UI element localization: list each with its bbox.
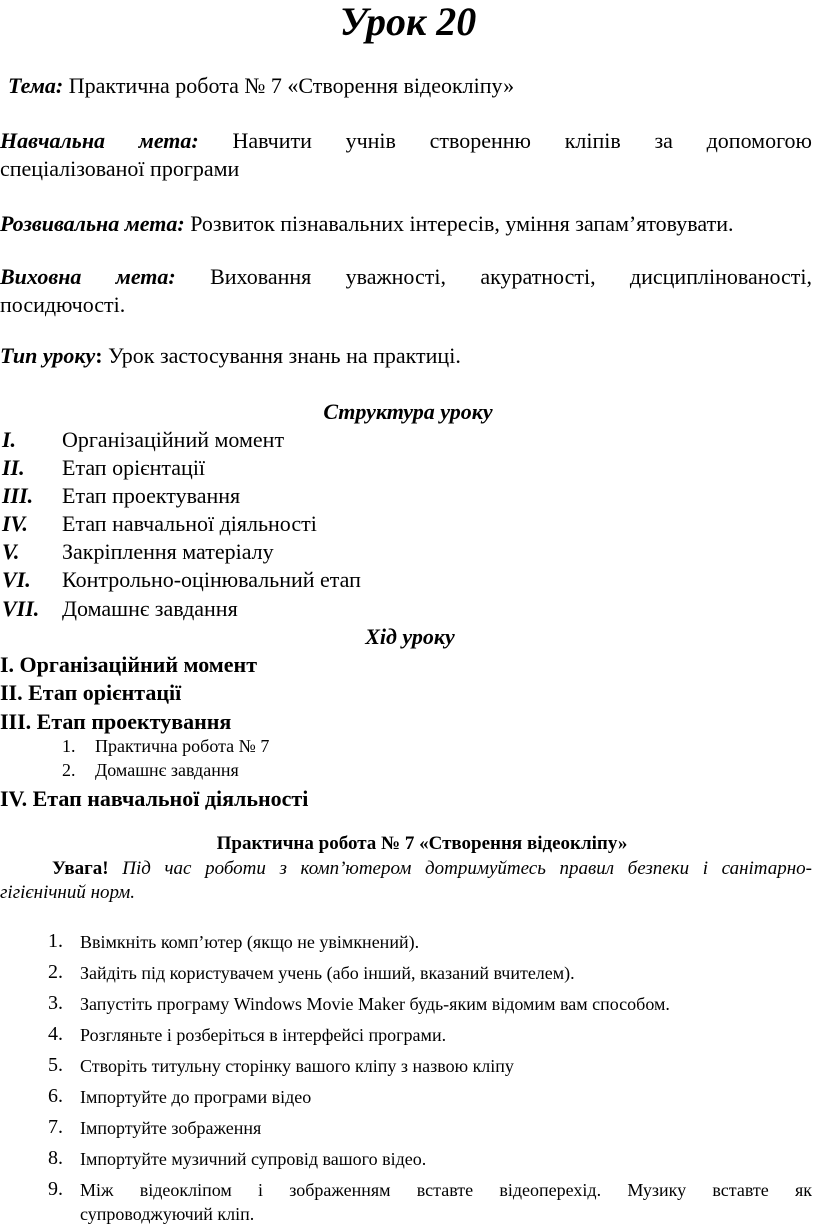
navch-text-1: Навчити учнів створенню кліпів за допомогою <box>232 128 812 153</box>
structure-item: Домашнє завдання <box>62 596 238 621</box>
structure-item: Закріплення матеріалу <box>62 539 274 564</box>
tema-text: Практична робота № 7 «Створення відеокліпу» <box>68 73 515 98</box>
practical-title: Практична робота № 7 «Створення відеокліпу» <box>216 833 628 854</box>
tema-line <box>8 72 514 100</box>
step-number: 3. <box>48 992 63 1014</box>
step-text: Імпортуйте до програми відео <box>80 1087 312 1107</box>
structure-item: Організаційний момент <box>62 427 285 452</box>
sub-item: Практична робота № 7 <box>95 736 270 756</box>
structure-num: VII. <box>2 596 40 621</box>
structure-num: III. <box>2 483 34 508</box>
structure-item: Контрольно-оцінювальний етап <box>62 567 361 592</box>
structure-num: VI. <box>2 567 31 592</box>
step-text: Між відеокліпом і зображенням вставте відеоперехід. Музику вставте як <box>80 1180 812 1200</box>
step-number: 2. <box>48 961 63 983</box>
step-number: 8. <box>48 1147 63 1169</box>
step-number: 7. <box>48 1116 63 1138</box>
step-number: 9. <box>48 1178 63 1200</box>
step-number: 6. <box>48 1085 63 1107</box>
structure-item: Етап проектування <box>62 483 241 508</box>
step-text: Імпортуйте зображення <box>80 1118 262 1138</box>
structure-heading: Структура уроку <box>323 399 493 424</box>
rozv-text: Розвиток пізнавальних інтересів, уміння запам’ятовувати. <box>190 211 734 236</box>
rozv-label: Розвивальна мета: <box>0 211 185 236</box>
warning-label: Увага! <box>52 858 109 879</box>
typ-text: Урок застосування знань на практиці. <box>108 343 461 368</box>
warning-text-1: Під час роботи з комп’ютером дотримуйтесь правил безпеки і санітарно- <box>122 858 812 879</box>
structure-num: I. <box>2 427 17 452</box>
rozv-line <box>0 210 733 238</box>
sub-item: Домашнє завдання <box>95 760 239 780</box>
structure-item: Етап навчальної діяльності <box>62 511 317 536</box>
step-text: Імпортуйте музичний супровід вашого відео. <box>80 1149 427 1169</box>
step-text-cont: супроводжуючий кліп. <box>80 1204 255 1224</box>
step-text: Створіть титульну сторінку вашого кліпу з назвою кліпу <box>80 1056 514 1076</box>
structure-num: V. <box>2 539 20 564</box>
navch-text-2: спеціалізованої програми <box>0 156 240 181</box>
hid-section-4: IV. Етап навчальної діяльності <box>0 786 309 811</box>
structure-num: IV. <box>2 511 28 536</box>
vyh-label: Виховна мета: <box>0 264 176 289</box>
typ-colon: : <box>95 343 103 368</box>
step-number: 5. <box>48 1054 63 1076</box>
step-text: Розгляньте і розберіться в інтерфейсі програми. <box>80 1025 447 1045</box>
hid-section-3: III. Етап проектування <box>0 709 232 734</box>
step-text: Ввімкніть комп’ютер (якщо не увімкнений). <box>80 932 420 952</box>
typ-label: Тип уроку <box>0 343 96 368</box>
hid-section-2: II. Етап орієнтації <box>0 680 182 705</box>
vyh-text-2: посидючості. <box>0 292 126 317</box>
hid-section-1: I. Організаційний момент <box>0 652 258 677</box>
navch-label: Навчальна мета: <box>0 128 199 153</box>
structure-num: II. <box>2 455 25 480</box>
vyh-line <box>0 263 812 291</box>
structure-item: Етап орієнтації <box>62 455 206 480</box>
vyh-text-1: Виховання уважності, акуратності, дисциплінованості, <box>210 264 813 289</box>
typ-line <box>0 342 461 370</box>
navch-line <box>0 127 812 155</box>
step-text: Запустіть програму Windows Movie Maker будь-яким відомим вам способом. <box>80 994 670 1014</box>
step-text: Зайдіть під користувачем учень (або інший, вказаний вчителем). <box>80 963 575 983</box>
step-number: 4. <box>48 1023 63 1045</box>
hid-heading: Хід уроку <box>365 624 455 649</box>
warning-text-2: гігієнічний норм. <box>0 882 135 903</box>
tema-label: Тема: <box>8 73 64 98</box>
lesson-title: Урок 20 <box>339 0 477 44</box>
step-number: 1. <box>48 930 63 952</box>
warning-line <box>0 858 812 880</box>
sub-num: 1. <box>62 736 76 756</box>
sub-num: 2. <box>62 760 76 780</box>
